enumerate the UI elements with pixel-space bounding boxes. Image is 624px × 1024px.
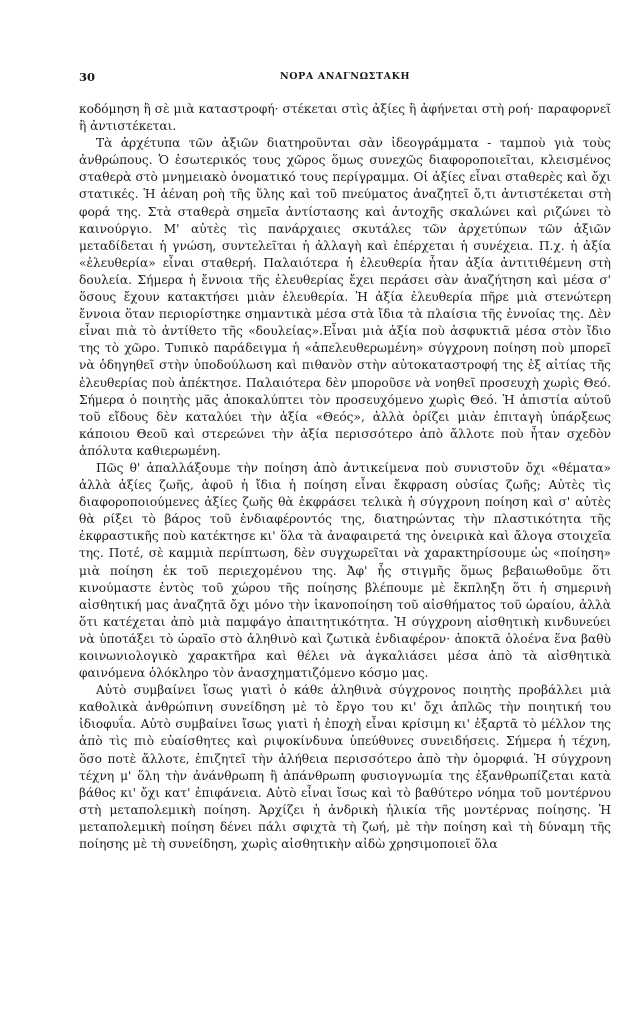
running-title: ΝΟΡΑ ΑΝΑΓΝΩΣΤΑΚΗ <box>279 71 411 82</box>
body-text <box>79 101 611 853</box>
paragraph: Τὰ ἀρχέτυπα τῶν ἀξιῶν διατηροῦνται σὰν ἰδεογράμματα - ταμποὺ γιὰ τοὺς ἀνθρώπους. Ὁ ἐσωτερικός τους χῶρος ὅμως συνεχῶς διαφοροποιεῖται, κλεισμένος σταθερὰ στὸ μνημειακὸ ὀνοματικό τους περίγραμμα. Οἱ ἀξίες εἶναι σταθερὲς καὶ ὄχι στατικές. Ἡ ἀέναη ροὴ τῆς ὕλης καὶ τοῦ πνεύματος ἀναζητεῖ ὅ,τι ἀντιστέκεται στὴ φορά της. Στὰ σταθερὰ σημεῖα ἀντίστασης καὶ ἀντοχῆς σκαλώνει καὶ ριζώνει τὸ καινούργιο. Μ' αὐτὲς τὶς πανάρχαιες σκυτάλες τῶν ἀρχετύπων τῶν ἀξιῶν μεταδίδεται ἡ γνώση, συντελεῖται ἡ ἀλλαγὴ καὶ ἐπέρχεται ἡ συνέχεια. Π.χ. ἡ ἀξία «ἐλευθερία» εἶναι σταθερή. Παλαιότερα ἡ ἐλευθερία ἦταν ἀξία ἀντιτιθέμενη στὴ δουλεία. Σήμερα ἡ ἔννοια τῆς ἐλευθερίας ἔχει περάσει σὰν ἀναζήτηση καὶ μέσα σ' ὅσους ἔχουν κατακτήσει μιὰν ἐλευθερία. Ἡ ἀξία ἐλευθερία πῆρε μιὰ στενώτερη ἔννοια ὅταν περιορίστηκε σημαντικὰ μέσα στὰ ἴδια τὰ πλαίσια τῆς ἐννοίας της. Δὲν εἶναι πιὰ τὸ ἀντίθετο τῆς «δουλείας».Εἶναι μιὰ ἀξία ποὺ ἀσφυκτιᾶ μέσα στὸν ἴδιο της τὸ χῶρο. Τυπικὸ παράδειγμα ἡ «ἀπελευθερωμένη» σύγχρονη ποίηση ποὺ μπορεῖ νὰ ὁδηγηθεῖ στὴν ὑποδούλωση καὶ πιθανὸν στὴν αὐτοκαταστροφή της ἐξ αἰτίας τῆς ἐλευθερίας ποὺ ἀπέκτησε. Παλαιότερα δὲν μποροῦσε νὰ νοηθεῖ προσευχὴ χωρὶς Θεό. Σήμερα ὁ ποιητὴς μᾶς ἀποκαλύπτει τὸν προσευχόμενο χωρὶς Θεό. Ἡ ἀπιστία αὐτοῦ τοῦ εἴδους δὲν καταλύει τὴν ἀξία «Θεός», ἀλλὰ ὁρίζει μιὰν ἐπιταγὴ ὑπάρξεως κάποιου Θεοῦ καὶ στερεώνει τὴν ἀξία περισσότερο ἀπὸ ἄλλοτε ποὺ ἦταν σχεδὸν ἀπόλυτα καθιερωμένη. <box>79 136 611 458</box>
paragraph: Αὐτὸ συμβαίνει ἴσως γιατὶ ὁ κάθε ἀληθινὰ σύγχρονος ποιητὴς προβάλλει μιὰ καθολικὰ ἀνθρώπινη συνείδηση μὲ τὸ ἔργο του κι' ὄχι ἁπλῶς τὴν ποιητική του ἰδιοφυΐα. Αὐτὸ συμβαίνει ἴσως γιατὶ ἡ ἐποχὴ εἶναι κρίσιμη κι' ἐξαρτᾶ τὸ μέλλον της ἀπὸ τὶς πιὸ εὐαίσθητες καὶ ριψοκίνδυνα ὑπεύθυνες συνειδήσεις. Σήμερα ἡ τέχνη, ὅσο ποτὲ ἄλλοτε, ἐπιζητεῖ τὴν ἀλήθεια περισσότερο ἀπὸ τὴν ὀμορφιά. Ἡ σύγχρονη τέχνη μ' ὅλη τὴν ἀνάνθρωπη ἢ ἀπάνθρωπη φυσιογνωμία της ἐξανθρωπίζεται κατὰ βάθος κι' ὄχι κατ' ἐπιφάνεια. Αὐτὸ εἶναι ἴσως καὶ τὸ βαθύτερο νόημα τοῦ μοντέρνου στὴ μεταπολεμικὴ ποίηση. Ἀρχίζει ἡ ἀνδρικὴ ἡλικία τῆς μοντέρνας ποίησης. Ἡ μεταπολεμικὴ ποίηση δένει πάλι σφιχτὰ τὴ ζωή, μὲ τὴν ποίηση καὶ τὴ δύναμη τῆς ποίησης μὲ τὴ συνείδηση, χωρὶς αἰσθητικὴν αἰδὼ χρησιμοποιεῖ ὅλα <box>79 683 611 852</box>
paragraph: κοδόμηση ἢ σὲ μιὰ καταστροφή· στέκεται στὶς ἀξίες ἢ ἀφήνεται στὴ ροή· παραφορνεῖ ἢ ἀντιστέκεται. <box>79 102 611 134</box>
paragraph: Πῶς θ' ἀπαλλάξουμε τὴν ποίηση ἀπὸ ἀντικείμενα ποὺ συνιστοῦν ὄχι «θέματα» ἀλλὰ ἀξίες ζωῆς, ἀφοῦ ἡ ἴδια ἡ ποίηση εἶναι ἔκφραση οὐσίας ζωῆς; Αὐτὲς τὶς διαφοροποιούμενες ἀξίες ζωῆς θὰ ἐκφράσει τελικὰ ἡ σύγχρονη ποίηση καὶ σ' αὐτὲς θὰ ρίξει τὸ βάρος τοῦ ἐνδιαφέροντός της, διατηρώντας τὴν πλαστικότητα τῆς ἐκφραστικῆς ποὺ κατέκτησε κι' ὅλα τὰ ἀναφαιρετά της ὀνειρικὰ καὶ ἄλογα στοιχεῖα της. Ποτέ, σὲ καμμιὰ περίπτωση, δὲν συγχωρεῖται νὰ χαρακτηρίσουμε ὡς «ποίηση» μιὰ ποίηση ἐκ τοῦ περιεχομένου της. Ἀφ' ἧς στιγμῆς ὅμως βεβαιωθοῦμε ὅτι κινούμαστε ἐντὸς τοῦ χώρου τῆς ποίησης βλέπουμε μὲ ἔκπληξη ὅτι ἡ σημερινὴ αἰσθητική μας ἀναζητᾶ ὄχι μόνο τὴν ἱκανοποίηση τοῦ αἰσθήματος τοῦ ὡραίου, ἀλλὰ ὅτι κατέχεται ἀπὸ μιὰ παμφάγο ἀπαιτητικότητα. Ἡ σύγχρονη αἰσθητικὴ κινδυνεύει νὰ ὑποτάξει τὸ ὡραῖο στὸ ἀληθινὸ καὶ ζωτικὰ ἐνδιαφέρον· ἀποκτᾶ ὁλοένα ἕνα βαθὺ κοινωνιολογικὸ χαρακτῆρα καὶ θέλει νὰ ἀγκαλιάσει μέσα ἀπὸ τὰ αἰσθητικὰ φαινόμενα ὁλόκληρο τὸν ἀνασχηματιζόμενο κόσμο μας. <box>79 460 611 681</box>
page-number: 30 <box>79 70 96 84</box>
running-header <box>79 70 611 84</box>
